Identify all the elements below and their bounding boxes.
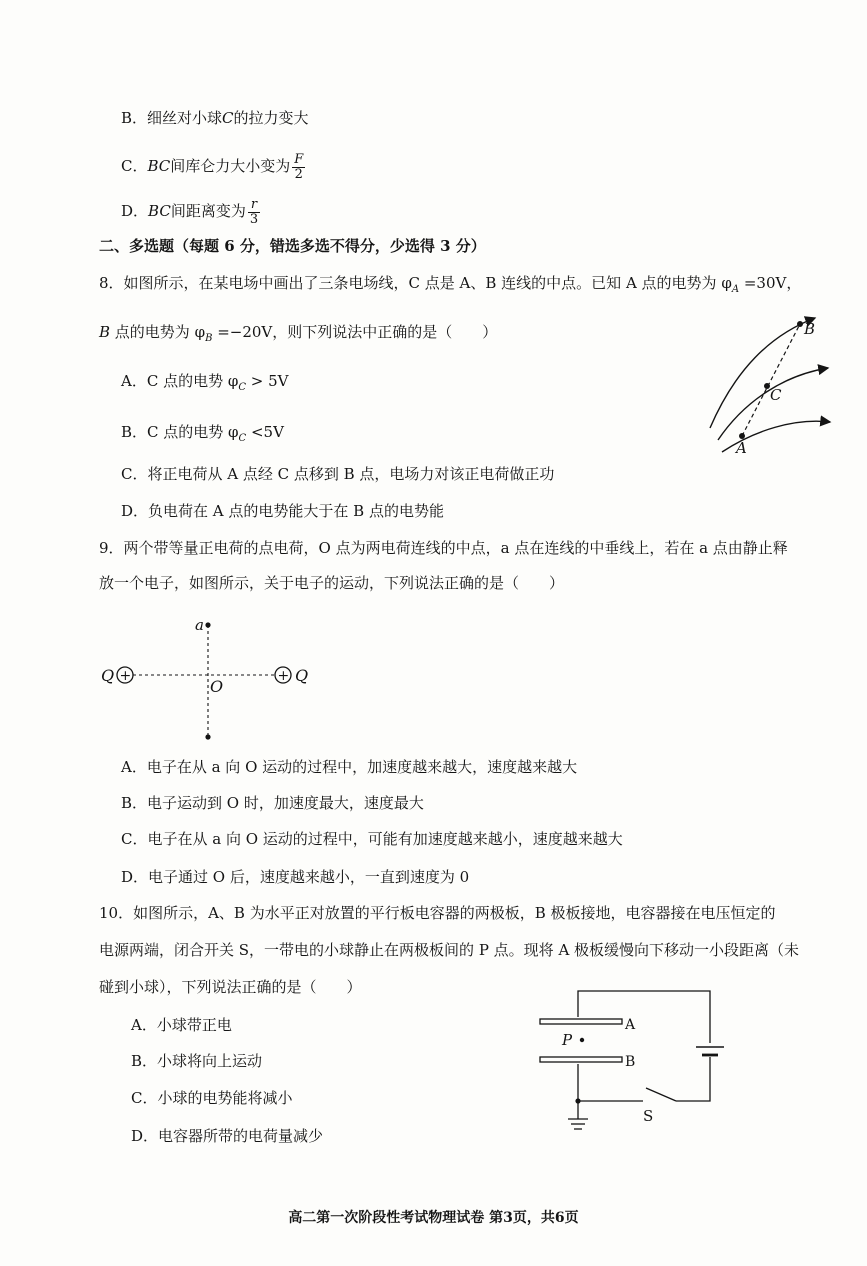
q8-stem-text-2: 点的电势为 φ [110,323,206,341]
q10-option-b: B．小球将向上运动 [131,1052,263,1070]
q8-option-b-text: B．C 点的电势 φ [121,423,239,441]
q8-option-a-sub: C [238,382,247,393]
q9-stem-line-2: 放一个电子，如图所示，关于电子的运动，下列说法正确的是（ ） [99,574,565,592]
label-q-left: Q [101,666,115,685]
q8-stem-end: =30V， [739,274,802,292]
q10-stem-line-1: 10．如图所示，A、B 为水平正对放置的平行板电容器的两极板，B 极板接地，电容器接在电压恒定的 [99,904,776,922]
q8-option-a-end: > 5V [246,372,289,390]
q10-option-c: C．小球的电势能将减小 [131,1089,293,1107]
right-plus-sign: + [277,668,290,684]
q7-option-b-text: B．细丝对小球 [121,109,223,127]
page-footer: 高二第一次阶段性考试物理试卷 第3页，共6页 [288,1210,579,1226]
top-wire [578,991,710,1043]
right-wire [676,1057,710,1101]
label-q-right: Q [295,666,309,685]
q8-stem-subscript-2: B [205,333,213,344]
label-b: B [804,320,816,338]
q10-option-d: D．电容器所带的电荷量减少 [131,1127,324,1145]
q7-option-d-var: BC [148,202,171,220]
field-line-middle [718,368,828,440]
point-p [580,1038,584,1042]
q7-option-d-label: D． [121,202,149,220]
q8-option-b-sub: C [238,433,247,444]
q10-stem-line-2: 电源两端，闭合开关 S，一带电的小球静止在两极板间的 P 点。现将 A 极板缓慢向下移动一小段距离（未 [99,941,800,959]
q7-option-d [121,195,262,227]
q7-option-c [121,150,307,182]
ab-dashed-line [742,324,800,436]
switch-blade [646,1088,676,1101]
label-plate-a: A [625,1017,636,1033]
q7-option-c-fraction [292,153,305,182]
q8-option-b [121,422,284,449]
label-p: P [562,1031,573,1049]
plate-b [540,1057,622,1062]
q8-stem-line-2 [99,322,497,349]
q9-option-c: C．电子在从 a 向 O 运动的过程中，可能有加速度越来越小，速度越来越大 [121,830,623,848]
field-line-top [710,318,815,428]
plate-a [540,1019,622,1024]
q8-option-a [121,371,289,398]
q7-option-c-text: 间库仑力大小变为 [170,157,291,175]
q8-field-lines-figure [700,300,840,460]
q9-stem-line-1: 9．两个带等量正电荷的点电荷，O 点为两电荷连线的中点，a 点在连线的中垂线上，若在 a 点由静止释 [99,539,788,557]
q7-option-b [121,108,309,128]
fraction-denominator: 2 [294,166,303,182]
q8-stem-end-2: =−20V，则下列说法中正确的是（ ） [212,323,498,341]
q7-option-c-label: C． [121,157,148,175]
label-plate-b: B [625,1054,636,1070]
q10-capacitor-circuit [530,985,740,1145]
fraction-denominator: 3 [249,211,259,227]
q8-option-b-end: <5V [246,423,284,441]
q9-option-b: B．电子运动到 O 时，加速度最大，速度最大 [121,794,424,812]
label-a: A [736,439,747,457]
q10-stem-line-3: 碰到小球），下列说法正确的是（ ） [99,978,362,996]
q7-option-d-fraction [248,198,260,227]
section-heading: 二、多选题（每题 6 分，错选多选不得分，少选得 3 分） [99,237,486,255]
q8-stem-subscript: A [731,284,740,295]
q8-option-c: C．将正电荷从 A 点经 C 点移到 B 点，电场力对该正电荷做正功 [121,465,555,483]
q8-option-a-text: A．C 点的电势 φ [121,372,239,390]
q9-charges-figure [95,605,335,750]
q10-option-a: A．小球带正电 [131,1016,232,1034]
q8-stem-text: 8．如图所示，在某电场中画出了三条电场线，C 点是 A、B 连线的中点。已知 A 点的电势为 φ [99,274,732,292]
label-o: O [210,677,224,696]
q7-option-b-var: C [222,109,234,127]
q8-option-d: D．负电荷在 A 点的电势能大于在 B 点的电势能 [121,502,444,520]
left-plus-sign: + [119,668,132,684]
q8-stem-line-1 [99,273,801,300]
q9-option-a: A．电子在从 a 向 O 运动的过程中，加速度越来越大，速度越来越大 [121,758,578,776]
label-a: a [195,616,204,634]
point-b [797,321,803,327]
point-a-dot [205,622,210,627]
q7-option-b-end: 的拉力变大 [233,109,309,127]
q9-option-d: D．电子通过 O 后，速度越来越小，一直到速度为 0 [121,868,470,886]
fraction-numerator: r [248,198,260,213]
q8-stem-var: B [99,323,111,341]
label-c: C [770,386,782,404]
q7-option-d-text: 间距离变为 [170,202,246,220]
q7-option-c-var: BC [147,157,171,175]
bisector-end-dot [205,734,210,739]
label-switch: S [643,1107,654,1125]
fraction-numerator: F [294,151,304,167]
